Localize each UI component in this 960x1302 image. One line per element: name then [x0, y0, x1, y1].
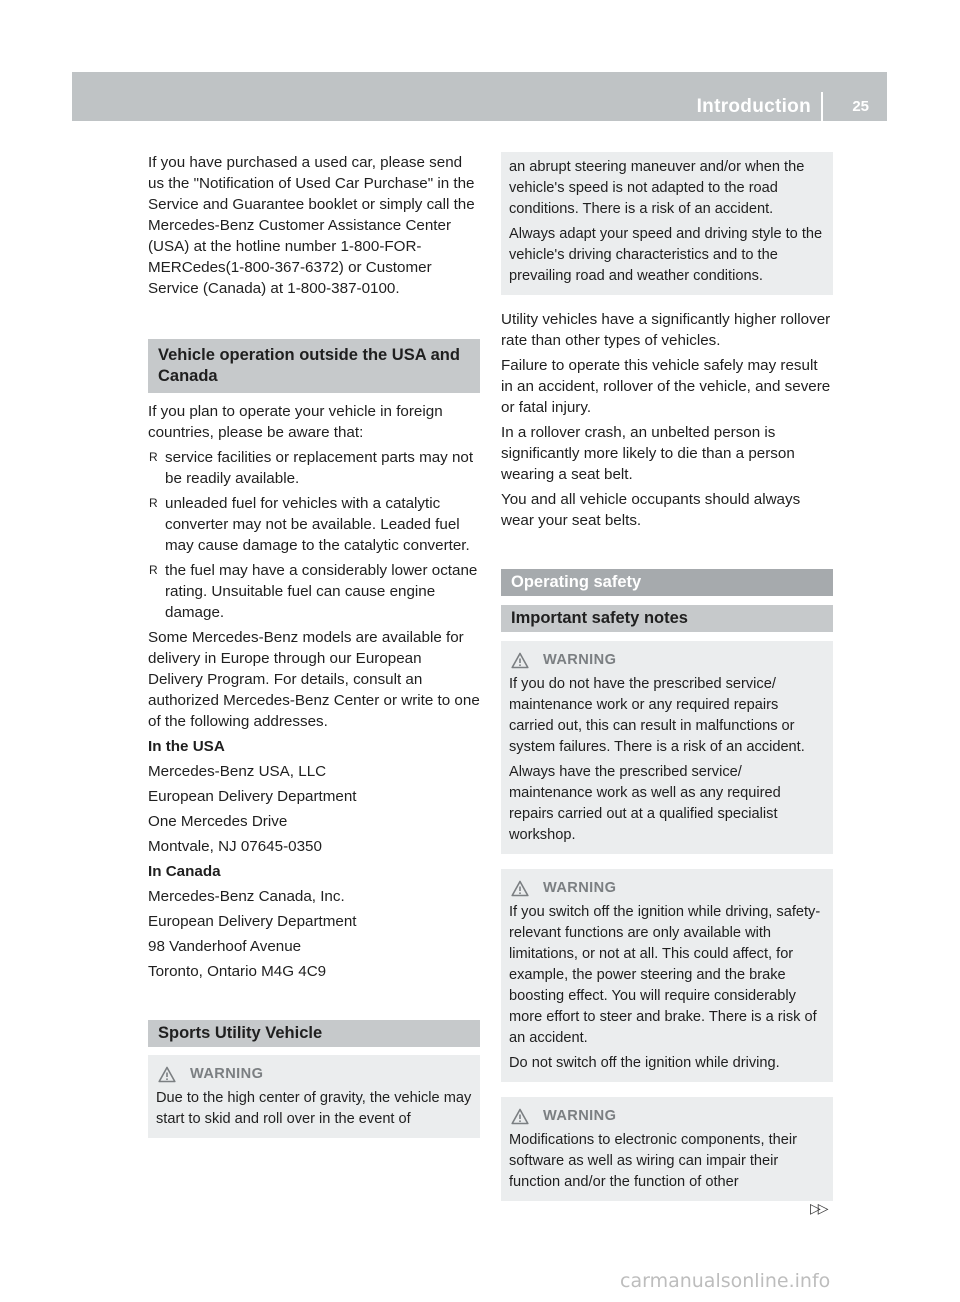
outside-usa-paragraph: If you plan to operate your vehicle in foreign countries, please be aware that: — [148, 403, 443, 441]
suv-warning-box — [148, 1055, 480, 1138]
usa-address-line: Montvale, NJ 07645-0350 — [148, 838, 322, 855]
warning-triangle-icon — [511, 652, 529, 669]
page-header — [72, 72, 887, 121]
warning-text: Always adapt your speed and driving style to the vehicle's driving characteristics and to the prevailing road and weather conditions. — [509, 226, 823, 284]
warning-text: If you do not have the prescribed service/ maintenance work or any required repairs carried out, this can result in malfunctions or system failures. There is a risk of an accident. — [509, 676, 805, 755]
warning-triangle-icon — [511, 880, 529, 897]
rollover-paragraph: Utility vehicles have a significantly higher rollover rate than other types of vehicles. — [501, 311, 831, 349]
usa-label: In the USA — [148, 738, 225, 755]
warning-text: an abrupt steering maneuver and/or when the vehicle's speed is not adapted to the road conditions. There is a risk of an accident. — [509, 159, 805, 217]
outside-usa-heading: Vehicle operation outside the USA and Canada — [148, 339, 480, 393]
canada-address-line: European Delivery Department — [148, 913, 357, 930]
warning-triangle-icon — [158, 1066, 176, 1083]
bullet-icon: R — [149, 496, 158, 510]
operating-safety-heading: Operating safety — [501, 569, 833, 596]
warning-text: Do not switch off the ignition while driving. — [509, 1055, 780, 1071]
rollover-paragraph: In a rollover crash, an unbelted person is significantly more likely to die than a person wearing a seat belt. — [501, 424, 795, 483]
rollover-paragraph: You and all vehicle occupants should always wear your seat belts. — [501, 491, 801, 529]
continued-arrow-icon: ▷▷ — [810, 1200, 826, 1216]
watermark: carmanualsonline.info — [620, 1270, 831, 1292]
section-title: Introduction — [697, 92, 823, 121]
foreign-operation-list — [148, 447, 480, 623]
list-item: R service facilities or replacement parts may not be readily available. — [149, 449, 474, 487]
warning-box — [501, 869, 833, 1082]
suv-heading: Sports Utility Vehicle — [148, 1020, 480, 1047]
delivery-paragraph: Some Mercedes-Benz models are available for delivery in Europe through our European Delivery Program. For details, consult an authorized Mercedes-Benz Center or write to one of the following addresses. — [148, 629, 480, 730]
warning-text: Modifications to electronic components, their software as well as wiring can impair their function and/or the function of other — [509, 1132, 797, 1190]
left-column — [148, 152, 480, 1138]
canada-address-line: Mercedes-Benz Canada, Inc. — [148, 888, 345, 905]
used-car-paragraph: If you have purchased a used car, please send us the "Notification of Used Car Purchase" in the Service and Guarantee booklet or simply call the Mercedes-Benz Customer Assistance Center (USA) at the hotline number 1-800-FOR-MERCedes(1-800-367-6372) or Customer Service (Canada) at 1-800-387-0100. — [148, 154, 475, 297]
usa-address-line: One Mercedes Drive — [148, 813, 288, 830]
warning-title: WARNING — [156, 1063, 472, 1085]
warning-text: Due to the high center of gravity, the vehicle may start to skid and roll over in the event of — [156, 1090, 472, 1127]
warning-box — [501, 641, 833, 854]
page-number: 25 — [852, 98, 869, 115]
usa-address-line: European Delivery Department — [148, 788, 357, 805]
warning-triangle-icon — [511, 1108, 529, 1125]
canada-label: In Canada — [148, 863, 221, 880]
canada-address-line: 98 Vanderhoof Avenue — [148, 938, 302, 955]
warning-text: Always have the prescribed service/ maintenance work as well as any required repairs carried out at a qualified specialist workshop. — [509, 764, 781, 843]
right-column — [501, 152, 833, 1201]
warning-title: WARNING — [509, 1105, 825, 1127]
list-item: R unleaded fuel for vehicles with a catalytic converter may not be available. Leaded fuel may cause damage to the catalytic converter. — [149, 495, 470, 554]
warning-box — [501, 1097, 833, 1201]
rollover-paragraph: Failure to operate this vehicle safely may result in an accident, rollover of the vehicle, and severe or fatal injury. — [501, 357, 831, 416]
bullet-icon: R — [149, 563, 158, 577]
important-notes-heading: Important safety notes — [501, 605, 833, 632]
usa-address-line: Mercedes-Benz USA, LLC — [148, 763, 327, 780]
suv-warning-continued — [501, 152, 833, 295]
bullet-icon: R — [149, 450, 158, 464]
warning-title: WARNING — [509, 877, 825, 899]
warning-title: WARNING — [509, 649, 825, 671]
list-item: R the fuel may have a considerably lower octane rating. Unsuitable fuel can cause engine damage. — [149, 562, 478, 621]
warning-text: If you switch off the ignition while driving, safety-relevant functions are only available with limitations, or not at all. This could affect, for example, the power steering and the brake boosting effect. You will require considerably more effort to steer and brake. There is a risk of an accident. — [509, 904, 821, 1046]
canada-address-line: Toronto, Ontario M4G 4C9 — [148, 963, 327, 980]
